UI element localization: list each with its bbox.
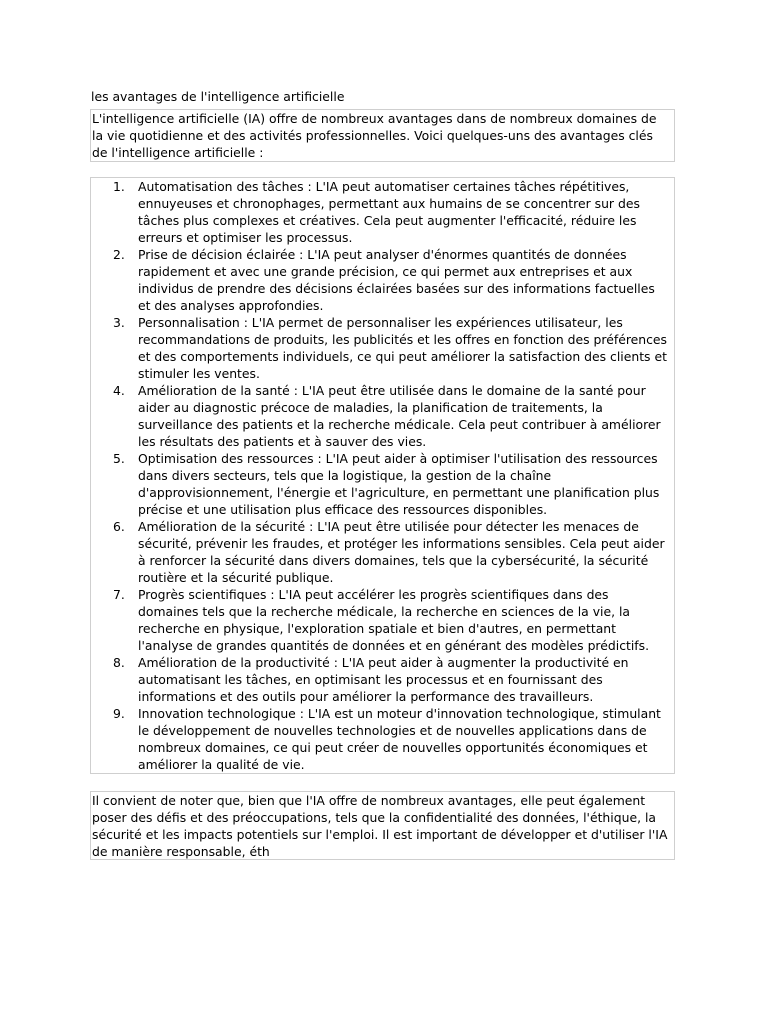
advantages-list	[91, 178, 671, 773]
list-item	[91, 654, 671, 705]
advantages-list-box	[90, 177, 675, 774]
list-item-text: Automatisation des tâches : L'IA peut automatiser certaines tâches répétitives, ennuyeuses et chronophages, permettant aux humains de se concentrer sur des tâches plus complexes et créatives. Cela peut augmenter l'efficacité, réduire les erreurs et optimiser les processus.	[138, 179, 640, 245]
list-item	[91, 246, 671, 314]
list-item	[91, 586, 671, 654]
list-item-text: Amélioration de la productivité : L'IA peut aider à augmenter la productivité en automatisant les tâches, en optimisant les processus et en fournissant des informations et des outils pour améliorer la performance des travailleurs.	[138, 655, 629, 704]
list-item	[91, 705, 671, 773]
list-item	[91, 314, 671, 382]
intro-paragraph-box	[90, 109, 675, 162]
list-item-number: 4.	[113, 383, 125, 398]
list-item-text: Amélioration de la santé : L'IA peut être utilisée dans le domaine de la santé pour aider au diagnostic précoce de maladies, la planification de traitements, la surveillance des patients et la recherche médicale. Cela peut contribuer à améliorer les résultats des patients et à sauver des vies.	[138, 383, 661, 449]
list-item-number: 6.	[113, 519, 125, 534]
closing-paragraph: Il convient de noter que, bien que l'IA offre de nombreux avantages, elle peut également poser des défis et des préoccupations, tels que la confidentialité des données, l'éthique, la sécurité et les impacts potentiels sur l'emploi. Il est important de développer et d'utiliser l'IA de manière responsable, éth	[92, 793, 668, 859]
list-item	[91, 178, 671, 246]
list-item-number: 9.	[113, 706, 125, 721]
list-item-text: Optimisation des ressources : L'IA peut aider à optimiser l'utilisation des ressources dans divers secteurs, tels que la logistique, la gestion de la chaîne d'approvisionnement, l'énergie et l'agriculture, en permettant une planification plus précise et une utilisation plus efficace des ressources disponibles.	[138, 451, 660, 517]
list-item-text: Innovation technologique : L'IA est un moteur d'innovation technologique, stimulant le développement de nouvelles technologies et de nouvelles applications dans de nombreux domaines, ce qui peut créer de nouvelles opportunités économiques et améliorer la qualité de vie.	[138, 706, 661, 772]
list-item-number: 8.	[113, 655, 125, 670]
list-item-number: 5.	[113, 451, 125, 466]
intro-paragraph: L'intelligence artificielle (IA) offre de nombreux avantages dans de nombreux domaines de la vie quotidienne et des activités professionnelles. Voici quelques-uns des avantages clés de l'intelligence artificielle :	[92, 111, 657, 160]
list-item-number: 1.	[113, 179, 125, 194]
list-item-text: Personnalisation : L'IA permet de personnaliser les expériences utilisateur, les recommandations de produits, les publicités et les offres en fonction des préférences et des comportements individuels, ce qui peut améliorer la satisfaction des clients et stimuler les ventes.	[138, 315, 668, 381]
list-item-text: Prise de décision éclairée : L'IA peut analyser d'énormes quantités de données rapidement et avec une grande précision, ce qui permet aux entreprises et aux individus de prendre des décisions éclairées basées sur des informations factuelles et des analyses approfondies.	[138, 247, 655, 313]
document-title: les avantages de l'intelligence artificielle	[91, 89, 345, 104]
list-item	[91, 518, 671, 586]
list-item-text: Progrès scientifiques : L'IA peut accélérer les progrès scientifiques dans des domaines tels que la recherche médicale, la recherche en sciences de la vie, la recherche en physique, l'exploration spatiale et bien d'autres, en permettant l'analyse de grandes quantités de données et en générant des modèles prédictifs.	[138, 587, 650, 653]
list-item-number: 2.	[113, 247, 125, 262]
list-item-text: Amélioration de la sécurité : L'IA peut être utilisée pour détecter les menaces de sécurité, prévenir les fraudes, et protéger les informations sensibles. Cela peut aider à renforcer la sécurité dans divers domaines, tels que la cybersécurité, la sécurité routière et la sécurité publique.	[138, 519, 665, 585]
closing-paragraph-box	[90, 791, 675, 860]
list-item	[91, 450, 671, 518]
list-item-number: 7.	[113, 587, 125, 602]
list-item-number: 3.	[113, 315, 125, 330]
list-item	[91, 382, 671, 450]
